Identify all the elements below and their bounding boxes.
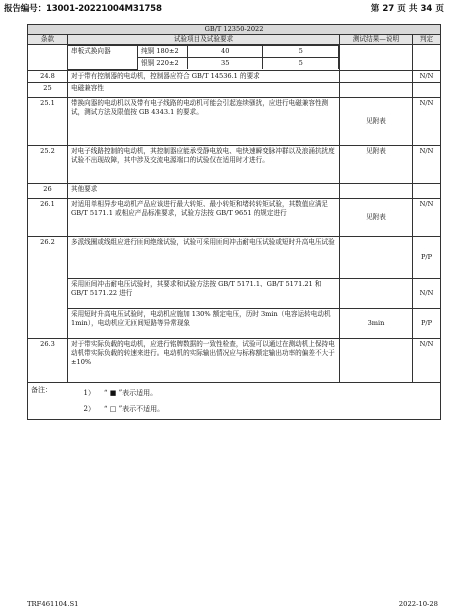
- result: [340, 70, 413, 82]
- requirement: 采用匝间冲击耐电压试验时，其要求和试验方法按 GB/T 5171.1、GB/T 5171.21 和 GB/T 5171.22 进行: [68, 278, 340, 308]
- verdict: N/N: [413, 70, 441, 82]
- requirement: 对于带有控制器的电动机，控制器应符合 GB/T 14536.1 的要求: [68, 70, 340, 82]
- table-row: [28, 338, 441, 382]
- clause: 25: [28, 82, 68, 97]
- result: 见附表: [340, 198, 413, 236]
- verdict: N/N: [413, 198, 441, 236]
- table-row: [28, 70, 441, 82]
- verdict: N/N: [413, 338, 441, 382]
- verdict: P/P: [413, 236, 441, 278]
- sub-name: 银铜 220±2: [138, 58, 188, 70]
- standard-row: [28, 25, 441, 35]
- verdict: [413, 183, 441, 198]
- page-header: [4, 2, 444, 16]
- notes-content: [68, 382, 441, 419]
- report-number: 报告编号：13001-20221004M31758: [4, 4, 162, 14]
- result: 见附表: [340, 145, 413, 183]
- requirement: 对电子线路控制的电动机，其控制器应能承受静电放电、电快速瞬变脉冲群以及浪涌抗扰度试验不出现故障，其中涉及交流电源端口的试验仅在适用时才进行。: [68, 145, 340, 183]
- col-clause: 条款: [28, 35, 68, 45]
- result: [340, 183, 413, 198]
- requirement: 采用短时升高电压试验时，电动机应施加 130% 额定电压，历时 3min（电容运转电动机 1min），电动机应无匝间短路等异常现象: [68, 308, 340, 338]
- result: [340, 338, 413, 382]
- requirement: 对适用单相异步电动机产品应该进行最大转矩、最小转矩和堵转转矩试验，其数值应满足 GB/T 5171.1 或相应产品标准要求，试验方法按 GB/T 9651 的规定进行: [68, 198, 340, 236]
- clause: 24.8: [28, 70, 68, 82]
- requirement: 电磁兼容性: [68, 82, 340, 97]
- footer-date: 2022-10-28: [398, 600, 438, 608]
- table-row: [28, 183, 441, 198]
- table-row: [28, 145, 441, 183]
- notes-label: 备注：: [28, 382, 68, 419]
- clause: 26.1: [28, 198, 68, 236]
- empty-box-icon: □: [109, 404, 117, 413]
- table-row: [28, 278, 441, 308]
- verdict: N/N: [413, 97, 441, 145]
- verdict: [413, 82, 441, 97]
- requirement: 多派线圈或线组应进行匝间绝缘试验，试验可采用匝间冲击耐电压试验或短时升高电压试验: [68, 236, 340, 278]
- sub-value: 5: [263, 58, 339, 70]
- requirement: 其他要求: [68, 183, 340, 198]
- result: 3min: [340, 308, 413, 338]
- verdict: N/N: [413, 145, 441, 183]
- result: [340, 82, 413, 97]
- clause: 25.1: [28, 97, 68, 145]
- requirement: 对于带实际负载的电动机，应进行铭牌数据的一致性检查，试验可以通过在测动机上保持电动机带实际负载的转速来进行。电动机的实际输出情况应与标称额定输出功率的偏差不大于±10%: [68, 338, 340, 382]
- sub-value: 40: [187, 46, 263, 58]
- column-header-row: [28, 35, 441, 45]
- commutator-label: 串板式换向器: [68, 46, 138, 70]
- sub-value: 5: [263, 46, 339, 58]
- col-result: 测试结果—说明: [340, 35, 413, 45]
- sub-name: 纯铜 180±2: [138, 46, 188, 58]
- sub-value: 35: [187, 58, 263, 70]
- verdict: P/P: [413, 308, 441, 338]
- clause: 26: [28, 183, 68, 198]
- table-row-continuation: [28, 45, 441, 71]
- table-row: [28, 198, 441, 236]
- note-applicable: 1） “ ■ ”表示适用。: [83, 388, 158, 397]
- result: 见附表: [340, 97, 413, 145]
- filled-box-icon: ■: [109, 388, 117, 397]
- requirement: 带换向器的电动机以及带有电子线路的电动机可能会引起连续骚扰，应进行电磁兼容性测试，测试方法及限值按 GB 4343.1 的要求。: [68, 97, 340, 145]
- result: [340, 278, 413, 308]
- table-row: [28, 236, 441, 278]
- clause: 26.3: [28, 338, 68, 382]
- clause: 25.2: [28, 145, 68, 183]
- commutator-subtable: [68, 45, 339, 70]
- table-row: [28, 308, 441, 338]
- result: [340, 236, 413, 278]
- standard-title: GB/T 12350-2022: [28, 25, 441, 35]
- col-item: 试验项目及试验要求: [68, 35, 340, 45]
- page-number: 第 27 页 共 34 页: [370, 4, 444, 14]
- table-row: [28, 97, 441, 145]
- footer-form-code: TRF461104.S1: [27, 600, 79, 608]
- table-row: [28, 82, 441, 97]
- clause: 26.2: [28, 236, 68, 338]
- col-verdict: 判定: [413, 35, 441, 45]
- notes-row: [28, 382, 441, 419]
- test-results-table: [27, 24, 441, 420]
- verdict: N/N: [413, 278, 441, 308]
- note-not-applicable: 2） “ □ ”表示不适用。: [83, 404, 165, 413]
